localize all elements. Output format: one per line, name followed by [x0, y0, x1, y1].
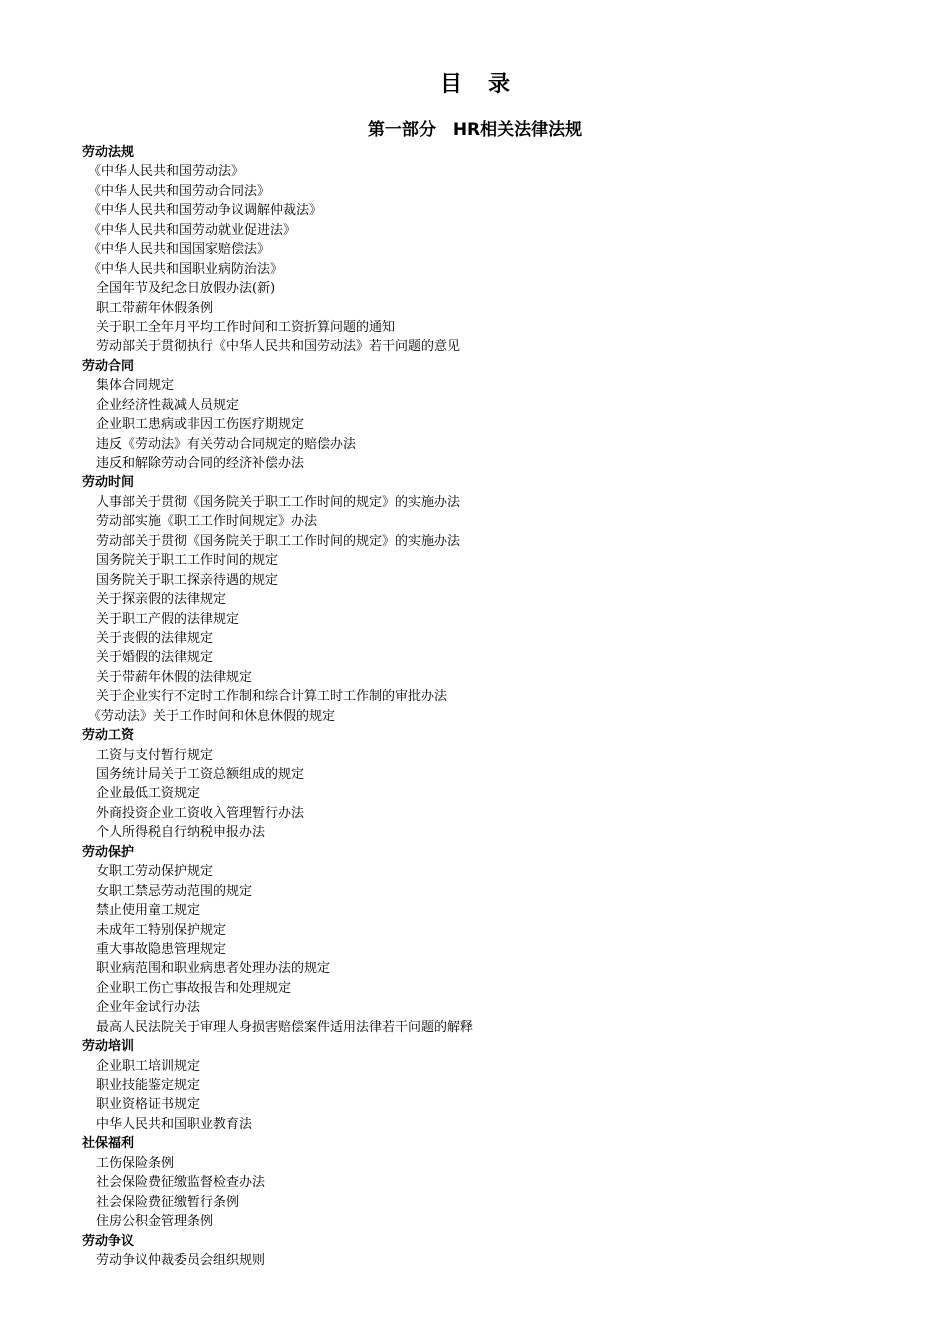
toc-entry: 关于企业实行不定时工作制和综合计算工时工作制的审批办法 [96, 689, 448, 705]
toc-entry: 关于带薪年休假的法律规定 [96, 669, 253, 685]
toc-entry: 《中华人民共和国劳动法》 [88, 164, 245, 180]
toc-entry: 国务统计局关于工资总额组成的规定 [96, 767, 305, 782]
toc-entry: 女职工禁忌劳动范围的规定 [96, 883, 253, 899]
toc-entry: 企业最低工资规定 [96, 786, 201, 802]
toc-section-heading: 劳动保护 [82, 844, 135, 860]
toc-entry: 《中华人民共和国劳动就业促进法》 [88, 222, 297, 238]
toc-entry: 禁止使用童工规定 [96, 903, 201, 919]
toc-section-heading: 劳动时间 [82, 475, 135, 491]
toc-entry: 国务院关于职工工作时间的规定 [96, 553, 279, 569]
toc-entry: 女职工劳动保护规定 [96, 864, 214, 880]
toc-entry: 关于丧假的法律规定 [96, 630, 214, 646]
toc-entry: 企业经济性裁减人员规定 [96, 397, 240, 413]
toc-entry: 《中华人民共和国国家赔偿法》 [88, 242, 271, 258]
toc-section-heading: 劳动法规 [82, 145, 135, 160]
toc-entry: 《中华人民共和国职业病防治法》 [88, 261, 284, 277]
toc-entry: 劳动争议仲裁委员会组织规则 [96, 1252, 266, 1268]
toc-entry: 职业技能鉴定规定 [96, 1078, 201, 1093]
toc-entry: 外商投资企业工资收入管理暂行办法 [96, 805, 305, 821]
toc-entry: 住房公积金管理条例 [96, 1214, 214, 1230]
toc-entry: 中华人民共和国职业教育法 [96, 1116, 253, 1132]
toc-entry: 企业职工伤亡事故报告和处理规定 [96, 980, 292, 996]
toc-section-heading: 劳动争议 [82, 1233, 135, 1249]
toc-entry: 《中华人民共和国劳动合同法》 [88, 183, 271, 199]
toc-entry: 全国年节及纪念日放假办法(新) [96, 281, 276, 297]
toc-entry: 企业职工培训规定 [96, 1058, 201, 1074]
toc-section-heading: 劳动合同 [82, 358, 135, 374]
table-of-contents [82, 143, 902, 1270]
toc-entry: 社会保险费征缴暂行条例 [96, 1194, 240, 1210]
toc-entry: 最高人民法院关于审理人身损害赔偿案件适用法律若干问题的解释 [96, 1019, 474, 1035]
toc-entry: 《中华人民共和国劳动争议调解仲裁法》 [88, 203, 323, 219]
toc-entry: 关于婚假的法律规定 [96, 650, 214, 666]
toc-entry: 职业病范围和职业病患者处理办法的规定 [96, 961, 331, 977]
toc-entry: 工资与支付暂行规定 [96, 747, 214, 763]
toc-entry: 集体合同规定 [96, 378, 175, 394]
toc-entry: 违反《劳动法》有关劳动合同规定的赔偿办法 [96, 436, 357, 452]
toc-entry: 违反和解除劳动合同的经济补偿办法 [96, 456, 305, 471]
toc-entry: 企业年金试行办法 [96, 1000, 201, 1016]
toc-entry: 工伤保险条例 [96, 1155, 175, 1171]
toc-entry: 《劳动法》关于工作时间和休息休假的规定 [88, 708, 336, 724]
page-title: 目录 [439, 72, 536, 97]
toc-entry: 企业职工患病或非因工伤医疗期规定 [96, 417, 305, 433]
part-title: 第一部分 HR相关法律法规 [367, 120, 583, 140]
toc-entry: 个人所得税自行纳税申报办法 [96, 825, 266, 841]
toc-section-heading: 社保福利 [82, 1136, 135, 1152]
toc-entry: 劳动部关于贯彻《国务院关于职工工作时间的规定》的实施办法 [96, 533, 461, 549]
toc-section-heading: 劳动工资 [82, 728, 135, 744]
toc-section-heading: 劳动培训 [82, 1039, 135, 1055]
toc-entry: 社会保险费征缴监督检查办法 [96, 1175, 266, 1191]
toc-entry: 关于探亲假的法律规定 [96, 592, 227, 608]
toc-entry: 人事部关于贯彻《国务院关于职工工作时间的规定》的实施办法 [96, 494, 461, 510]
toc-entry: 关于职工产假的法律规定 [96, 611, 240, 627]
toc-entry: 关于职工全年月平均工作时间和工资折算问题的通知 [96, 319, 396, 335]
toc-entry: 重大事故隐患管理规定 [96, 941, 227, 957]
toc-entry: 职工带薪年休假条例 [96, 300, 214, 316]
toc-entry: 职业资格证书规定 [96, 1097, 201, 1113]
toc-entry: 未成年工特别保护规定 [96, 922, 227, 938]
toc-entry: 劳动部关于贯彻执行《中华人民共和国劳动法》若干问题的意见 [96, 339, 461, 355]
toc-entry: 国务院关于职工探亲待遇的规定 [96, 572, 279, 588]
toc-entry: 劳动部实施《职工工作时间规定》办法 [96, 514, 318, 530]
